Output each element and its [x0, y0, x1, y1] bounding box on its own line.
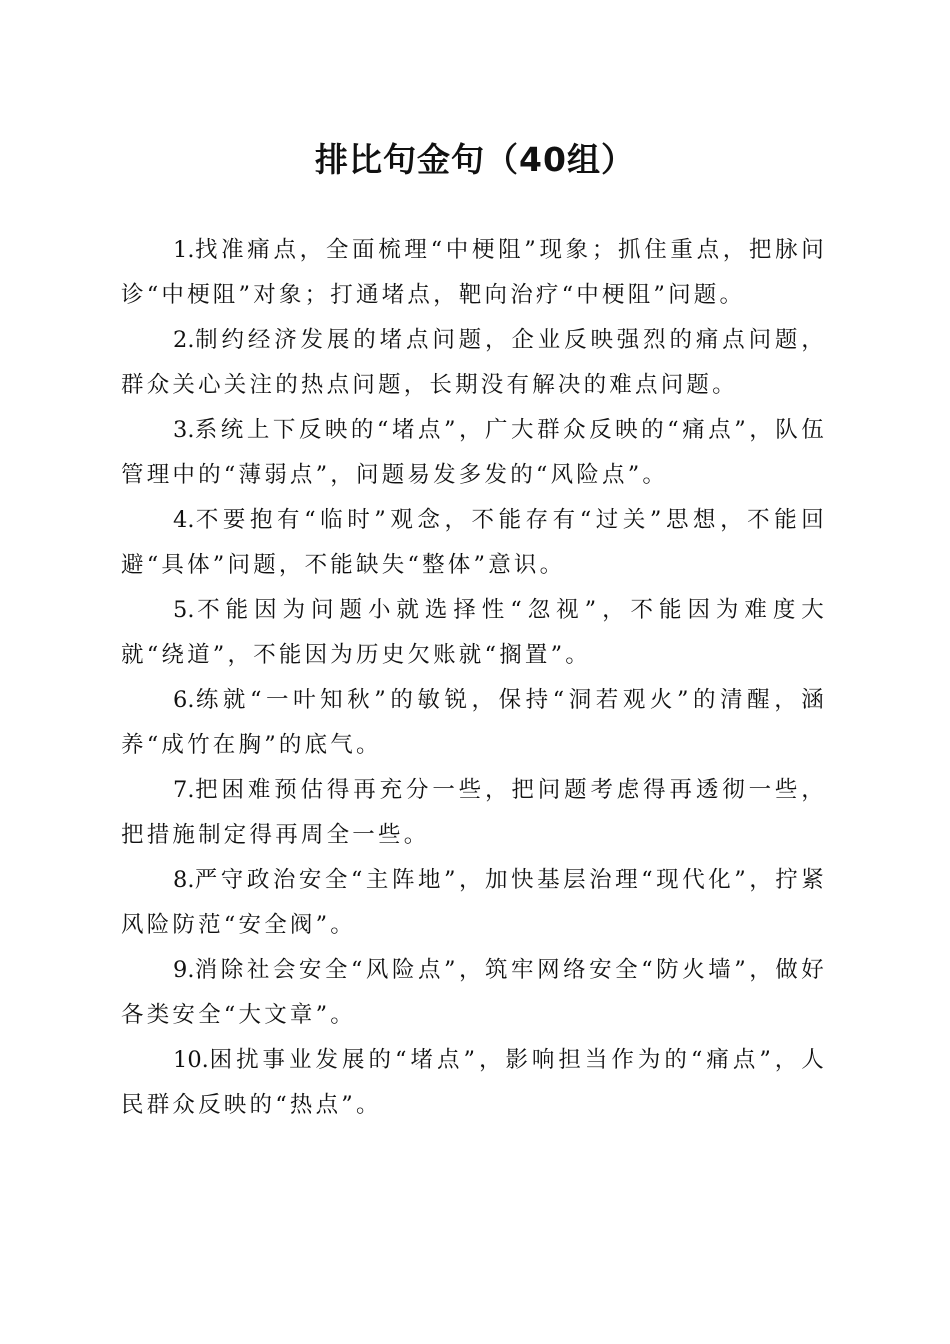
- item-number: 5.: [173, 597, 195, 623]
- list-item: [121, 678, 827, 768]
- item-number: 4.: [173, 507, 195, 533]
- page-title: 排比句金句（40组）: [315, 140, 635, 179]
- item-text: 找准痛点，全面梳理“中梗阻”现象；抓住重点，把脉问诊“中梗阻”对象；打通堵点，靶向治疗“中梗阻”问题。: [121, 237, 827, 308]
- list-item: [121, 498, 827, 588]
- list-item: [121, 1038, 827, 1128]
- list-item: [121, 948, 827, 1038]
- item-text: 消除社会安全“风险点”，筑牢网络安全“防火墙”，做好各类安全“大文章”。: [121, 957, 827, 1028]
- item-text: 困扰事业发展的“堵点”，影响担当作为的“痛点”，人民群众反映的“热点”。: [121, 1047, 827, 1118]
- item-text: 不能因为问题小就选择性“忽视”，不能因为难度大就“绕道”，不能因为历史欠账就“搁置”。: [121, 597, 827, 668]
- item-number: 8.: [173, 867, 195, 893]
- document-body: [121, 228, 827, 1128]
- item-text: 不要抱有“临时”观念，不能存有“过关”思想，不能回避“具体”问题，不能缺失“整体”意识。: [121, 507, 827, 578]
- item-number: 2.: [173, 327, 195, 353]
- item-text: 严守政治安全“主阵地”，加快基层治理“现代化”，拧紧风险防范“安全阀”。: [121, 867, 827, 938]
- list-item: [121, 768, 827, 858]
- list-item: [121, 408, 827, 498]
- list-item: [121, 858, 827, 948]
- item-number: 3.: [173, 417, 195, 443]
- item-number: 7.: [173, 777, 195, 803]
- list-item: [121, 318, 827, 408]
- item-text: 制约经济发展的堵点问题，企业反映强烈的痛点问题，群众关心关注的热点问题，长期没有解决的难点问题。: [121, 327, 827, 398]
- item-text: 系统上下反映的“堵点”，广大群众反映的“痛点”，队伍管理中的“薄弱点”，问题易发多发的“风险点”。: [121, 417, 827, 488]
- item-number: 1.: [173, 237, 195, 263]
- list-item: [121, 228, 827, 318]
- item-number: 9.: [173, 957, 195, 983]
- item-text: 把困难预估得再充分一些，把问题考虑得再透彻一些，把措施制定得再周全一些。: [121, 777, 827, 848]
- item-text: 练就“一叶知秋”的敏锐，保持“洞若观火”的清醒，涵养“成竹在胸”的底气。: [121, 687, 827, 758]
- item-number: 10.: [173, 1047, 209, 1073]
- list-item: [121, 588, 827, 678]
- item-number: 6.: [173, 687, 195, 713]
